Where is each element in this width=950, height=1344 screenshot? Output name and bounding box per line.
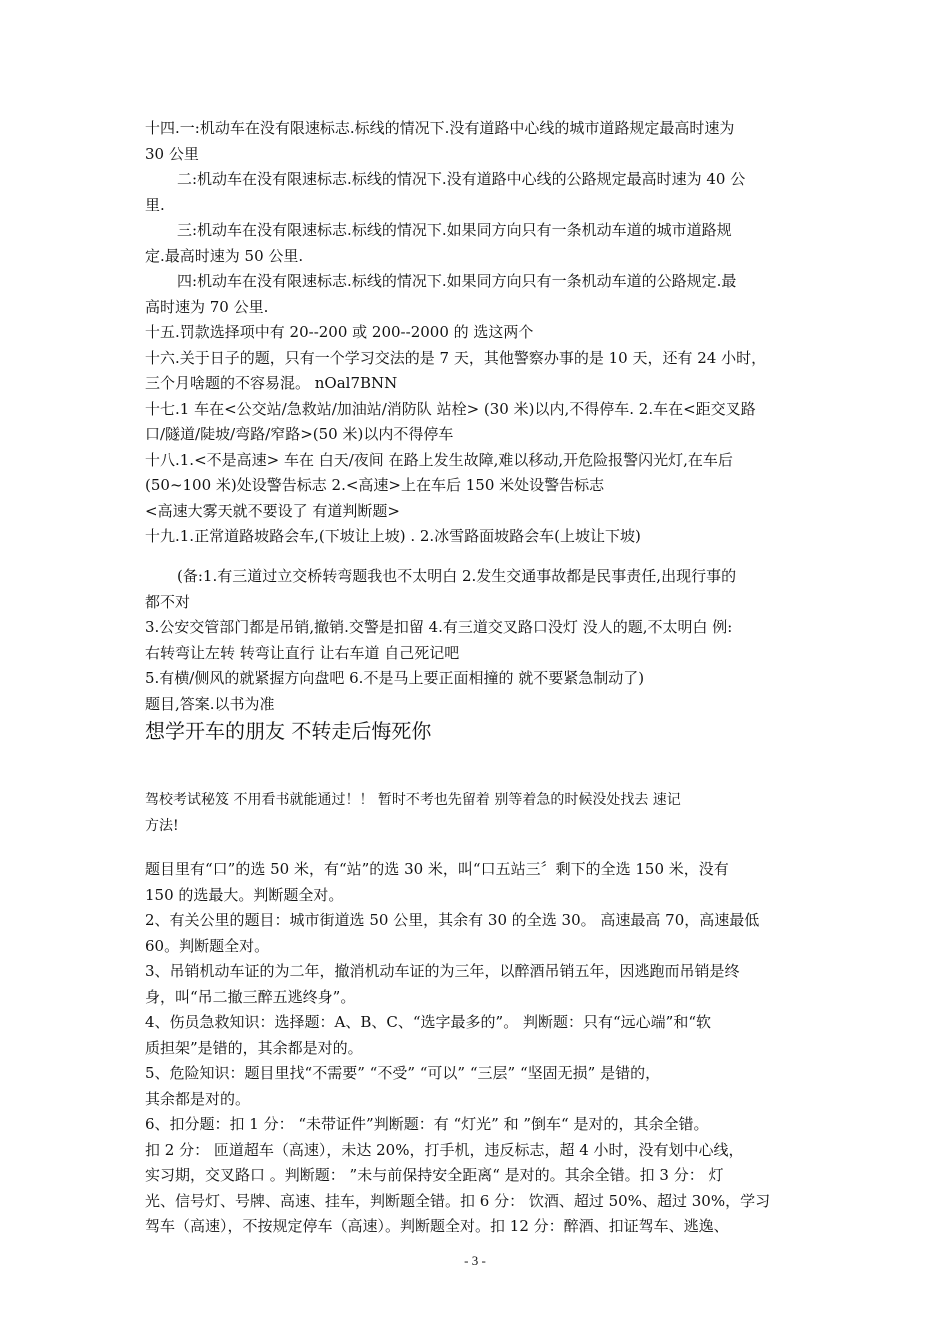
text-line: 口/隧道/陡坡/弯路/窄路>(50 米)以内不得停车 [145, 425, 454, 443]
text-line: 其余都是对的。 [145, 1089, 251, 1108]
text-line: 30 公里 [145, 144, 199, 163]
text-line: 定.最高时速为 50 公里. [145, 246, 304, 265]
section-notes [145, 564, 810, 717]
text-line: 6、扣分题：扣 1 分： “未带证件”判断题：有 “灯光” 和 ”倒车“ 是对的，其余全错。 [145, 1115, 709, 1133]
text-line: 2、有关公里的题目：城市街道选 50 公里，其余有 30 的全选 30。 高速最高 70，高速最低 [145, 911, 760, 929]
text-line: 扣 2 分： 匝道超车（高速），未达 20%，打手机，违反标志，超 4 小时，没有划中心线， [145, 1140, 744, 1159]
text-line: 十八.1.<不是高速> 车在 白天/夜间 在路上发生故障,难以移动,开危险报警闪光灯,在车后 [145, 450, 733, 469]
text-line: 150 的选最大。判断题全对。 [145, 885, 344, 904]
text-line: 驾车（高速），不按规定停车（高速）。判断题全对。扣 12 分：醉酒、扣证驾车、逃逸、 [145, 1217, 729, 1235]
page-number: - 3 - [464, 1253, 486, 1268]
text-line: (备:1.有三道过立交桥转弯题我也不太明白 2.发生交通事故都是民事责任,出现行事的 [177, 567, 737, 585]
text-line: 质担架”是错的，其余都是对的。 [145, 1038, 363, 1057]
text-line: 驾校考试秘笈 不用看书就能通过！！ 暂时不考也先留着 别等着急的时候没处找去 速记 [145, 792, 681, 808]
text-line: 4、伤员急救知识：选择题：A、B、C、“选字最多的”。 判断题：只有“远心端”和“软 [145, 1013, 711, 1031]
text-line: 身，叫“吊二撤三醉五逃终身”。 [145, 987, 356, 1006]
section-memory-tips [145, 857, 810, 1240]
text-line: 十五.罚款选择项中有 20--200 或 200--2000 的 选这两个 [145, 323, 534, 341]
text-line: 方法! [145, 817, 179, 834]
text-line: 实习期，交叉路口 。判断题： ”未与前保持安全距离“ 是对的。其余全错。扣 3 分： 灯 [145, 1166, 724, 1184]
text-line: 十七.1 车在<公交站/急救站/加油站/消防队 站栓> (30 米)以内,不得停车. 2.车在<距交叉路 [145, 399, 756, 418]
text-line: 都不对 [145, 592, 191, 611]
text-line: 右转弯让左转 转弯让直行 让右车道 自己死记吧 [145, 643, 460, 662]
text-line: 二:机动车在没有限速标志.标线的情况下.没有道路中心线的公路规定最高时速为 40 公 [177, 170, 746, 188]
text-line: 高时速为 70 公里. [145, 297, 269, 316]
text-line: 60。判断题全对。 [145, 936, 270, 955]
text-line: 光、信号灯、号牌、高速、挂车，判断题全错。扣 6 分： 饮酒、超过 50%、超过 30%，学习 [145, 1191, 771, 1210]
text-line: 十九.1.正常道路坡路会车,(下坡让上坡) . 2.冰雪路面坡路会车(上坡让下坡) [145, 527, 641, 545]
section-intro [145, 788, 810, 839]
text-line: 三:机动车在没有限速标志.标线的情况下.如果同方向只有一条机动车道的城市道路规 [177, 221, 732, 239]
text-line: 3、吊销机动车证的为二年，撤消机动车证的为三年，以醉酒吊销五年，因逃跑而吊销是终 [145, 962, 740, 980]
text-line: 四:机动车在没有限速标志.标线的情况下.如果同方向只有一条机动车道的公路规定.最 [177, 272, 737, 290]
text-line: 里. [145, 195, 165, 214]
text-line: 十四.一:机动车在没有限速标志.标线的情况下.没有道路中心线的城市道路规定最高时速为 [145, 119, 735, 137]
text-line: 5、危险知识：题目里找“不需要” “不受” “可以” “三层” “坚固无损” 是错的， [145, 1064, 661, 1082]
section-speed-rules [145, 116, 810, 550]
text-line: 3.公安交管部门都是吊销,撤销.交警是扣留 4.有三道交叉路口没灯 没人的题,不太明白 例: [145, 618, 733, 636]
text-line: <高速大雾天就不要设了 有道判断题> [145, 501, 400, 520]
text-line: (50~100 米)处设警告标志 2.<高速>上在车后 150 米处设警告标志 [145, 476, 605, 494]
text-line: 题目,答案.以书为准 [145, 694, 275, 713]
text-line: 三个月啥题的不容易混。 nOal7BNN [145, 374, 398, 392]
text-line: 题目里有“口”的选 50 米，有“站”的选 30 米，叫“口五站三〞剩下的全选 150 米，没有 [145, 860, 729, 878]
section-heading: 想学开车的朋友 不转走后悔死你 [145, 719, 432, 743]
text-line: 十六.关于日子的题，只有一个学习交法的是 7 天，其他警察办事的是 10 天，还有 24 小时， [145, 348, 767, 367]
text-line: 5.有横/侧风的就紧握方向盘吧 6.不是马上要正面相撞的 就不要紧急制动了) [145, 669, 645, 687]
